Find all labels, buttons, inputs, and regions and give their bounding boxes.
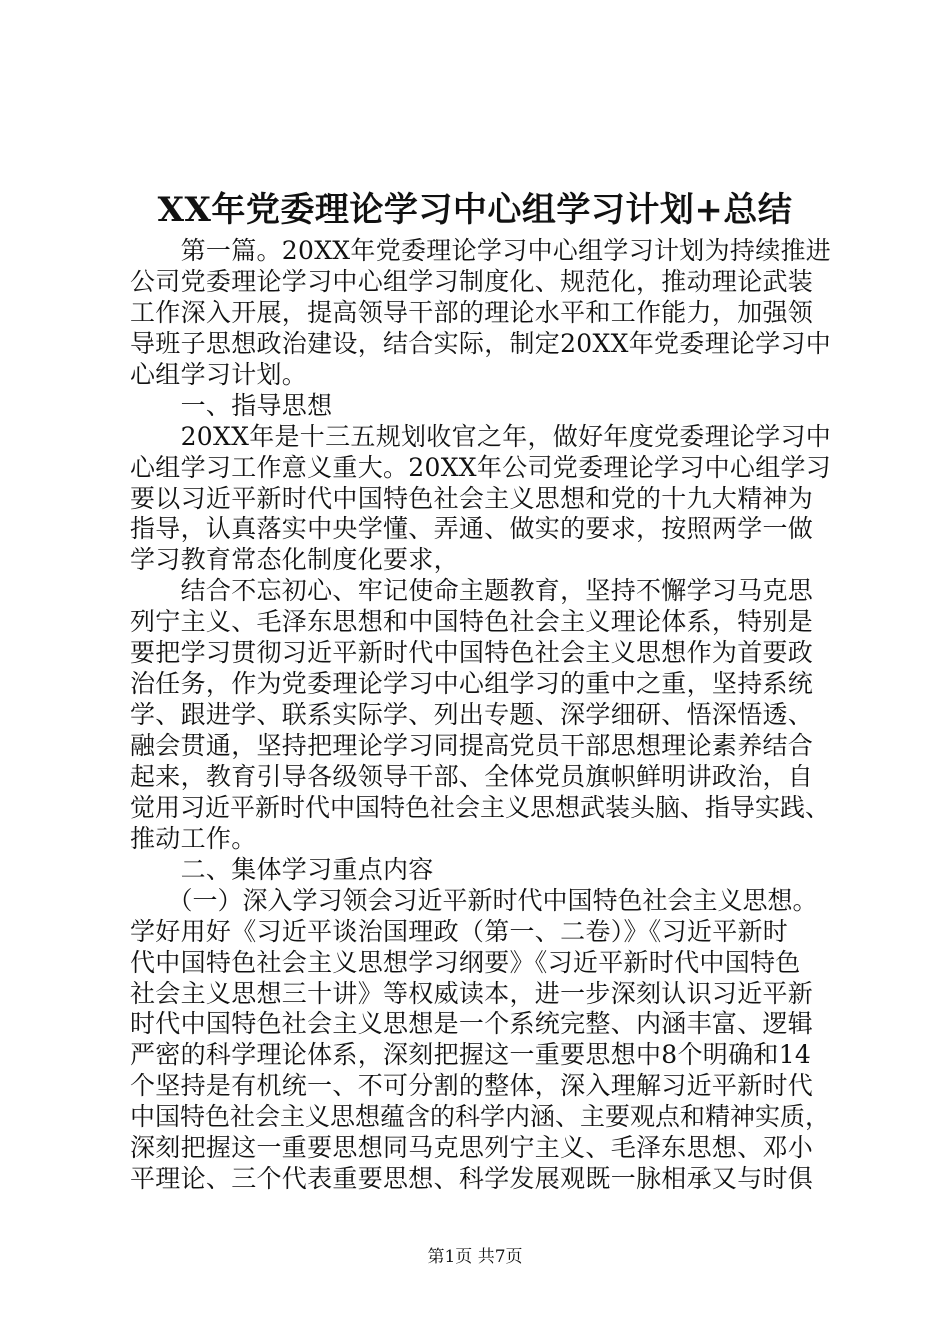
body-line: 学好用好《习近平谈治国理政（第一、二卷）》《习近平新时 bbox=[130, 916, 789, 946]
body-line: 要把学习贯彻习近平新时代中国特色社会主义思想作为首要政 bbox=[130, 638, 814, 668]
document-title: XX年党委理论学习中心组学习计划+总结 bbox=[157, 190, 793, 230]
body-line: 社会主义思想三十讲》等权威读本，进一步深刻认识习近平新 bbox=[130, 978, 814, 1008]
body-line: 心组学习计划。 bbox=[130, 359, 308, 389]
body-line: 学习教育常态化制度化要求， bbox=[130, 545, 459, 575]
body-line: 心组学习工作意义重大。20XX年公司党委理论学习中心组学习 bbox=[130, 452, 832, 482]
body-line: 严密的科学理论体系，深刻把握这一重要思想中8个明确和14 bbox=[130, 1040, 812, 1070]
body-line: 治任务，作为党委理论学习中心组学习的重中之重，坚持系统 bbox=[130, 669, 814, 699]
page-footer: 第1页 共7页 bbox=[427, 1247, 523, 1267]
body-line: 工作深入开展，提高领导干部的理论水平和工作能力，加强领 bbox=[130, 297, 814, 327]
body-line: 结合不忘初心、牢记使命主题教育，坚持不懈学习马克思 bbox=[130, 576, 814, 606]
body-line: 第一篇。20XX年党委理论学习中心组学习计划为持续推进 bbox=[130, 236, 832, 265]
section-heading: 二、集体学习重点内容 bbox=[130, 854, 434, 884]
body-line: 指导，认真落实中央学懂、弄通、做实的要求，按照两学一做 bbox=[130, 514, 814, 544]
body-line: 学、跟进学、联系实际学、列出专题、深学细研、悟深悟透、 bbox=[130, 700, 814, 730]
body-line: 导班子思想政治建设，结合实际，制定20XX年党委理论学习中 bbox=[130, 328, 832, 358]
document-body bbox=[130, 236, 850, 1195]
body-line: 时代中国特色社会主义思想是一个系统完整、内涵丰富、逻辑 bbox=[130, 1009, 814, 1039]
body-line: 列宁主义、毛泽东思想和中国特色社会主义理论体系，特别是 bbox=[130, 607, 814, 637]
body-line: 深刻把握这一重要思想同马克思列宁主义、毛泽东思想、邓小 bbox=[130, 1133, 814, 1163]
body-line: 起来，教育引导各级领导干部、全体党员旗帜鲜明讲政治，自 bbox=[130, 761, 814, 791]
body-line: 要以习近平新时代中国特色社会主义思想和党的十九大精神为 bbox=[130, 483, 814, 513]
body-line: 融会贯通，坚持把理论学习同提高党员干部思想理论素养结合 bbox=[130, 731, 814, 760]
body-line: 觉用习近平新时代中国特色社会主义思想武装头脑、指导实践、 bbox=[130, 792, 831, 822]
body-line: （一）深入学习领会习近平新时代中国特色社会主义思想。 bbox=[130, 885, 818, 915]
body-line: 公司党委理论学习中心组学习制度化、规范化，推动理论武装 bbox=[130, 266, 814, 296]
section-heading: 一、指导思想 bbox=[130, 390, 333, 420]
body-line: 20XX年是十三五规划收官之年，做好年度党委理论学习中 bbox=[130, 421, 832, 451]
body-line: 中国特色社会主义思想蕴含的科学内涵、主要观点和精神实质， bbox=[130, 1102, 831, 1132]
body-line: 推动工作。 bbox=[130, 823, 257, 853]
body-line: 个坚持是有机统一、不可分割的整体，深入理解习近平新时代 bbox=[130, 1071, 814, 1101]
body-line: 代中国特色社会主义思想学习纲要》《习近平新时代中国特色 bbox=[130, 947, 801, 977]
body-line: 平理论、三个代表重要思想、科学发展观既一脉相承又与时俱 bbox=[130, 1164, 814, 1194]
